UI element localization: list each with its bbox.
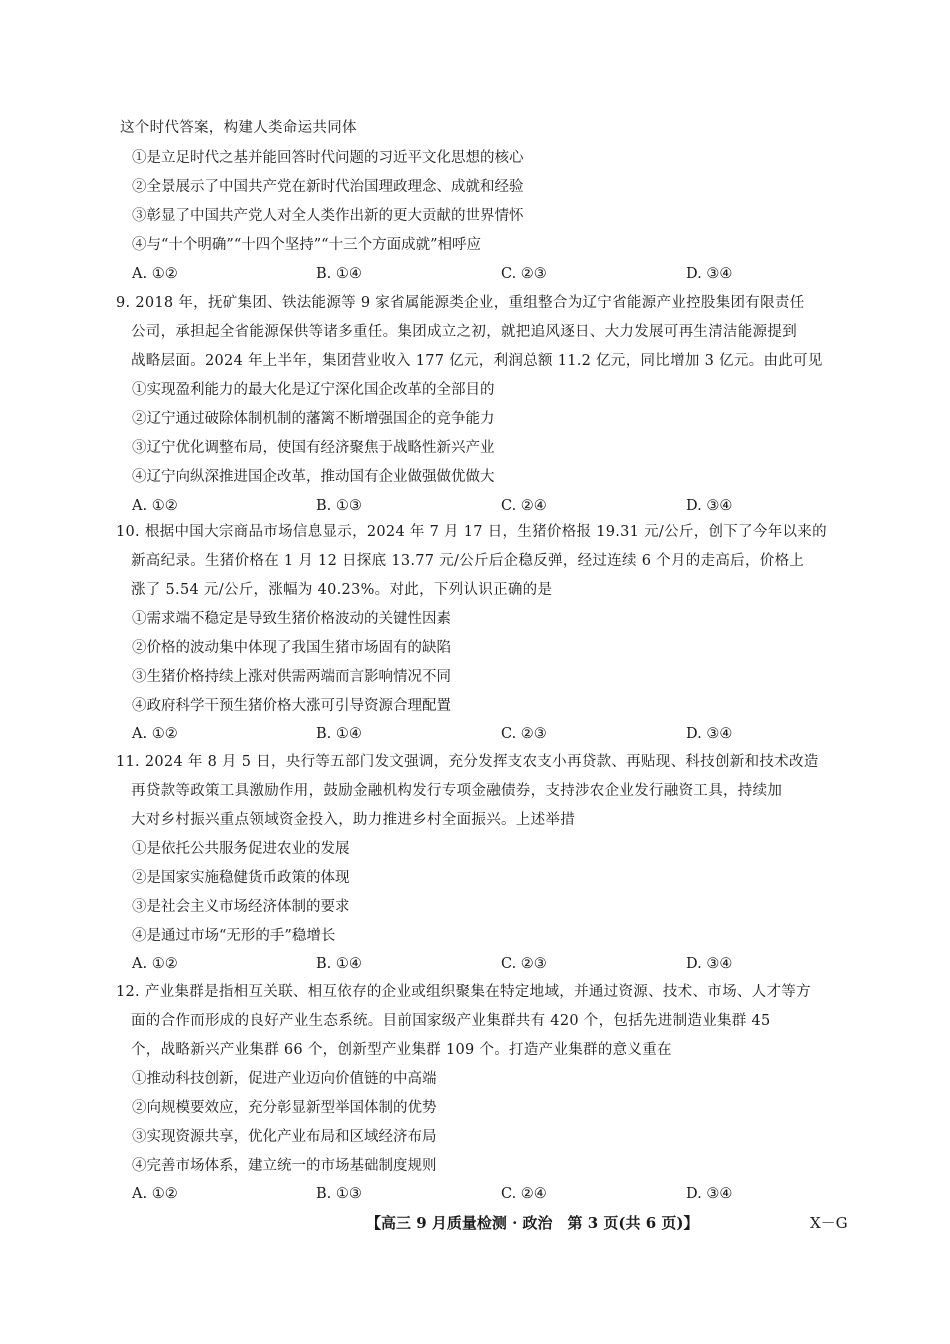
q10-choice-d[interactable]: D. ③④ <box>686 726 733 742</box>
q11-option-1: ①是依托公共服务促进农业的发展 <box>132 841 350 857</box>
q12-stem-line-1: 12. 产业集群是指相互关联、相互依存的企业或组织聚集在特定地域，并通过资源、技术、市场、人才等方 <box>116 984 811 1000</box>
q12-stem-line-3: 个，战略新兴产业集群 66 个，创新型产业集群 109 个。打造产业集群的意义重在 <box>131 1042 672 1058</box>
q9-choice-b[interactable]: B. ①③ <box>316 498 362 514</box>
q9-choice-d[interactable]: D. ③④ <box>686 498 733 514</box>
q12-option-4: ④完善市场体系，建立统一的市场基础制度规则 <box>132 1158 437 1174</box>
q10-option-3: ③生猪价格持续上涨对供需两端而言影响情况不同 <box>132 669 451 685</box>
q8-choice-a[interactable]: A. ①② <box>132 266 178 282</box>
footer-paper-code: X－G <box>810 1214 848 1232</box>
q12-option-2: ②向规模要效应，充分彰显新型举国体制的优势 <box>132 1100 437 1116</box>
q10-option-2: ②价格的波动集中体现了我国生猪市场固有的缺陷 <box>132 640 451 656</box>
q8-stem-end: 这个时代答案，构建人类命运共同体 <box>120 120 357 136</box>
q11-option-3: ③是社会主义市场经济体制的要求 <box>132 899 350 915</box>
q8-option-3: ③彰显了中国共产党人对全人类作出新的更大贡献的世界情怀 <box>132 208 524 224</box>
q9-stem-line-1: 9. 2018 年，抚矿集团、铁法能源等 9 家省属能源类企业，重组整合为辽宁省能源产业控股集团有限责任 <box>116 295 805 311</box>
q9-stem-line-2: 公司，承担起全省能源保供等诸多重任。集团成立之初，就把追风逐日、大力发展可再生清洁能源提到 <box>131 324 797 340</box>
q10-option-1: ①需求端不稳定是导致生猪价格波动的关键性因素 <box>132 611 451 627</box>
q9-stem-line-3: 战略层面。2024 年上半年，集团营业收入 177 亿元，利润总额 11.2 亿元，同比增加 3 亿元。由此可见 <box>131 353 823 369</box>
q12-choice-d[interactable]: D. ③④ <box>686 1186 733 1202</box>
q11-stem-line-3: 大对乡村振兴重点领域资金投入，助力推进乡村全面振兴。上述举措 <box>131 812 575 828</box>
q12-answer-choices <box>132 1184 832 1204</box>
q8-choice-d[interactable]: D. ③④ <box>686 266 733 282</box>
q11-option-2: ②是国家实施稳健货币政策的体现 <box>132 870 350 886</box>
q8-option-1: ①是立足时代之基并能回答时代问题的习近平文化思想的核心 <box>132 150 524 166</box>
q11-option-4: ④是通过市场“无形的手”稳增长 <box>132 928 336 944</box>
q9-choice-a[interactable]: A. ①② <box>132 498 178 514</box>
q11-stem-line-1: 11. 2024 年 8 月 5 日，央行等五部门发文强调，充分发挥支农支小再贷款、再贴现、科技创新和技术改造 <box>116 754 819 770</box>
q8-choice-b[interactable]: B. ①④ <box>316 266 362 282</box>
q11-answer-choices <box>132 954 832 974</box>
q10-stem-line-3: 涨了 5.54 元/公斤，涨幅为 40.23%。对此，下列认识正确的是 <box>131 582 553 598</box>
q10-stem-line-2: 新高纪录。生猪价格在 1 月 12 日探底 13.77 元/公斤后企稳反弹，经过连续 6 个月的走高后，价格上 <box>131 553 805 569</box>
q12-choice-b[interactable]: B. ①③ <box>316 1186 362 1202</box>
q9-answer-choices <box>132 496 832 516</box>
footer-page-info: 【高三 9 月质量检测 · 政治 第 3 页(共 6 页)】 <box>366 1214 699 1232</box>
q12-option-3: ③实现资源共享，优化产业布局和区域经济布局 <box>132 1129 437 1145</box>
page-footer <box>0 1212 950 1234</box>
q12-choice-a[interactable]: A. ①② <box>132 1186 178 1202</box>
q9-choice-c[interactable]: C. ②④ <box>501 498 547 514</box>
q8-choice-c[interactable]: C. ②③ <box>501 266 547 282</box>
q9-option-2: ②辽宁通过破除体制机制的藩篱不断增强国企的竞争能力 <box>132 411 495 427</box>
q10-answer-choices <box>132 724 832 744</box>
q11-choice-b[interactable]: B. ①④ <box>316 956 362 972</box>
q10-choice-b[interactable]: B. ①④ <box>316 726 362 742</box>
q12-stem-line-2: 面的合作而形成的良好产业生态系统。目前国家级产业集群共有 420 个，包括先进制造业集群 45 <box>131 1013 771 1029</box>
q9-option-4: ④辽宁向纵深推进国企改革，推动国有企业做强做优做大 <box>132 469 495 485</box>
q9-option-1: ①实现盈利能力的最大化是辽宁深化国企改革的全部目的 <box>132 382 495 398</box>
q8-answer-choices <box>132 264 832 284</box>
q11-choice-a[interactable]: A. ①② <box>132 956 178 972</box>
q12-choice-c[interactable]: C. ②④ <box>501 1186 547 1202</box>
q10-stem-line-1: 10. 根据中国大宗商品市场信息显示，2024 年 7 月 17 日，生猪价格报 19.31 元/公斤，创下了今年以来的 <box>116 524 827 540</box>
q8-option-4: ④与“十个明确”“十四个坚持”“十三个方面成就”相呼应 <box>132 237 481 253</box>
q12-option-1: ①推动科技创新，促进产业迈向价值链的中高端 <box>132 1071 437 1087</box>
q11-choice-c[interactable]: C. ②③ <box>501 956 547 972</box>
q10-choice-a[interactable]: A. ①② <box>132 726 178 742</box>
q11-choice-d[interactable]: D. ③④ <box>686 956 733 972</box>
q11-stem-line-2: 再贷款等政策工具激励作用，鼓励金融机构发行专项金融债券，支持涉农企业发行融资工具，持续加 <box>131 783 783 799</box>
q10-option-4: ④政府科学干预生猪价格大涨可引导资源合理配置 <box>132 698 451 714</box>
q9-option-3: ③辽宁优化调整布局，使国有经济聚焦于战略性新兴产业 <box>132 440 495 456</box>
q8-option-2: ②全景展示了中国共产党在新时代治国理政理念、成就和经验 <box>132 179 524 195</box>
q10-choice-c[interactable]: C. ②③ <box>501 726 547 742</box>
